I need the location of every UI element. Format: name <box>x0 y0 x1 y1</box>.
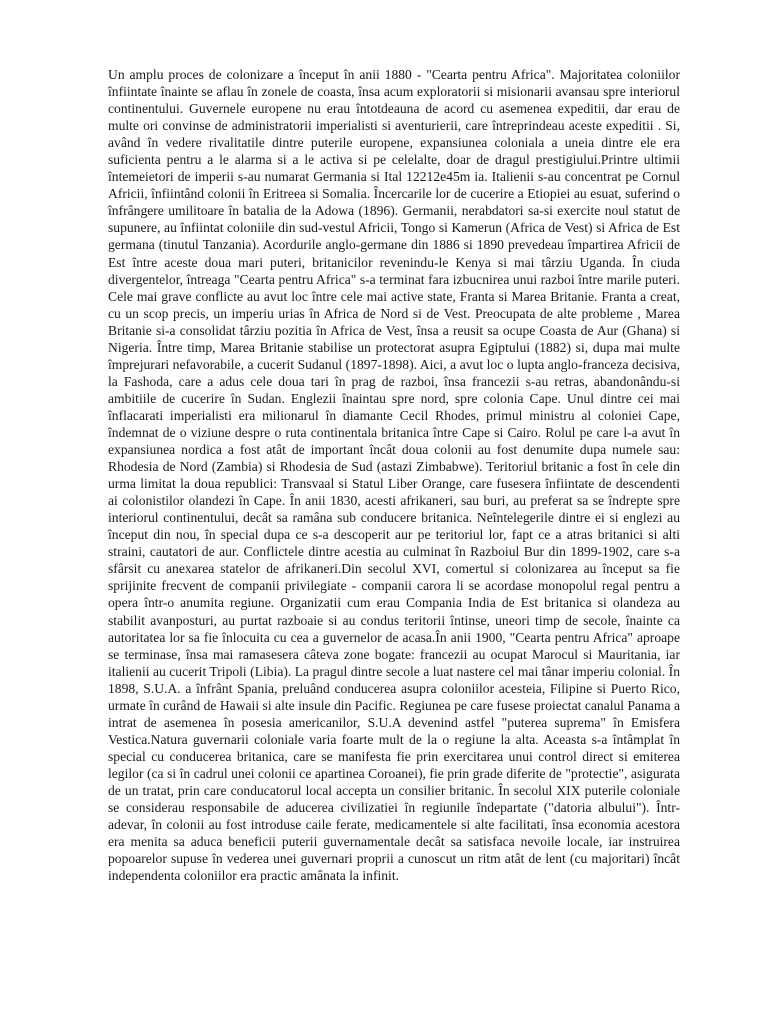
body-paragraph: Un amplu proces de colonizare a început în anii 1880 - "Cearta pentru Africa". Majoritatea coloniilor înfiintate înainte se aflau în zonele de coasta, însa acum exploratorii si misionarii avansau spre interiorul continentului. Guvernele europene nu erau întotdeauna de acord cu asemenea expeditii, dar erau de multe ori convinse de administratorii imperialisti si aventurierii, care întreprindeau aceste expeditii . Si, având în vedere rivalitatile dintre puterile europene, expansiunea coloniala a uneia dintre ele era suficienta pentru a le alarma si a le activa si pe celelalte, doar de dragul prestigiului.Printre ultimii întemeietori de imperii s-au numarat Germania si Ital 12212e45m ia. Italienii s-au concentrat pe Cornul Africii, înfiintând colonii în Eritreea si Somalia. Încercarile lor de cucerire a Etiopiei au esuat, suferind o înfrângere umilitoare în batalia de la Adowa (1896). Germanii, nerabdatori sa-si exercite noul statut de supunere, au înfiintat coloniile din sud-vestul Africii, Tongo si Kamerun (Africa de Vest) si Africa de Est germana (tinutul Tanzania). Acordurile anglo-germane din 1886 si 1890 prevedeau împartirea Africii de Est între aceste doua mari puteri, britanicilor revenindu-le Kenya si mai târziu Uganda. În ciuda divergentelor, întreaga "Cearta pentru Africa" s-a terminat fara izbucnirea unui razboi între marile puteri. Cele mai grave conflicte au avut loc între cele mai active state, Franta si Marea Britanie. Franta a creat, cu un scop precis, un imperiu urias în Africa de Nord si de Vest. Preocupata de alte probleme , Marea Britanie si-a consolidat târziu pozitia în Africa de Vest, însa a reusit sa ocupe Coasta de Aur (Ghana) si Nigeria. Între timp, Marea Britanie stabilise un protectorat asupra Egiptului (1882) si, dupa mai multe împrejurari nefavorabile, a cucerit Sudanul (1897-1898). Aici, a avut loc o lupta anglo-franceza decisiva, la Fashoda, care a adus cele doua tari în prag de razboi, însa francezii s-au retras, abandonându-si ambitiile de cucerire în Sudan. Englezii înaintau spre nord, spre colonia Cape. Unul dintre cei mai înflacarati imperialisti era milionarul în diamante Cecil Rhodes, primul ministru al coloniei Cape, îndemnat de o viziune despre o ruta continentala britanica între Cape si Cairo. Rolul pe care l-a avut în expansiunea nordica a fost atât de important încât doua colonii au fost denumite dupa numele sau: Rhodesia de Nord (Zambia) si Rhodesia de Sud (astazi Zimbabwe). Teritoriul britanic a fost în cele din urma limitat la doua republici: Transvaal si Statul Liber Orange, care fusesera înfiintate de descendenti ai colonistilor olandezi în Cape. În anii 1830, acesti afrikaneri, sau buri, au preferat sa se îndrepte spre interiorul continentului, decât sa ramâna sub conducere britanica. Neîntelegerile dintre ei si englezi au început din nou, în special dupa ce s-a descoperit aur pe teritoriul lor, fapt ce a atras britanici si alti straini, cautatori de aur. Conflictele dintre acestia au culminat în Razboiul Bur din 1899-1902, care s-a sfârsit cu anexarea statelor de afrikaneri.Din secolul XVI, comertul si colonizarea au început sa fie sprijinite frecvent de companii privilegiate - companii carora li se acordase monopolul regal pentru a opera într-o anumita regiune. Organizatii cum erau Compania India de Est britanica si olandeza au stabilit avanposturi, au purtat razboaie si au condus teritorii întinse, uneori timp de secole, înainte ca autoritatea lor sa fie înlocuita cu cea a guvernelor de acasa.În anii 1900, "Cearta pentru Africa" aproape se terminase, însa mai ramasesera câteva zone bogate: francezii au ocupat Marocul si Mauritania, iar italienii au cucerit Tripoli (Libia). La pragul dintre secole a luat nastere cel mai tânar imperiu colonial. În 1898, S.U.A. a înfrânt Spania, preluând conducerea asupra coloniilor acesteia, Filipine si Puerto Rico, urmate în curând de Hawaii si alte insule din Pacific. Regiunea pe care fusese proiectat canalul Panama a intrat de asemenea în posesia americanilor, S.U.A devenind astfel "puterea suprema" în Emisfera Vestica.Natura guvernarii coloniale varia foarte mult de la o regiune la alta. Aceasta s-a întâmplat în special cu conducerea britanica, care se manifesta fie prin exercitarea unui control direct si emiterea legilor (ca si în cadrul unei colonii ce apartinea Coroanei), fie prin grade diferite de "protectie", asigurata de un tratat, prin care conducatorul local accepta un consilier britanic. În secolul XIX puterile coloniale se considerau responsabile de aducerea civilizatiei în regiunile îndepartate ("datoria albului"). Într-adevar, în colonii au fost introduse caile ferate, medicamentele si alte facilitati, însa economia acestora era menita sa aduca beneficii puterii guvernamentale decât sa satisfaca nevoile locale, iar instruirea popoarelor supuse în vederea unei guvernari proprii a cunoscut un ritm atât de lent (cu majoritari) încât independenta coloniilor era practic amânata la infinit. <box>108 67 680 884</box>
